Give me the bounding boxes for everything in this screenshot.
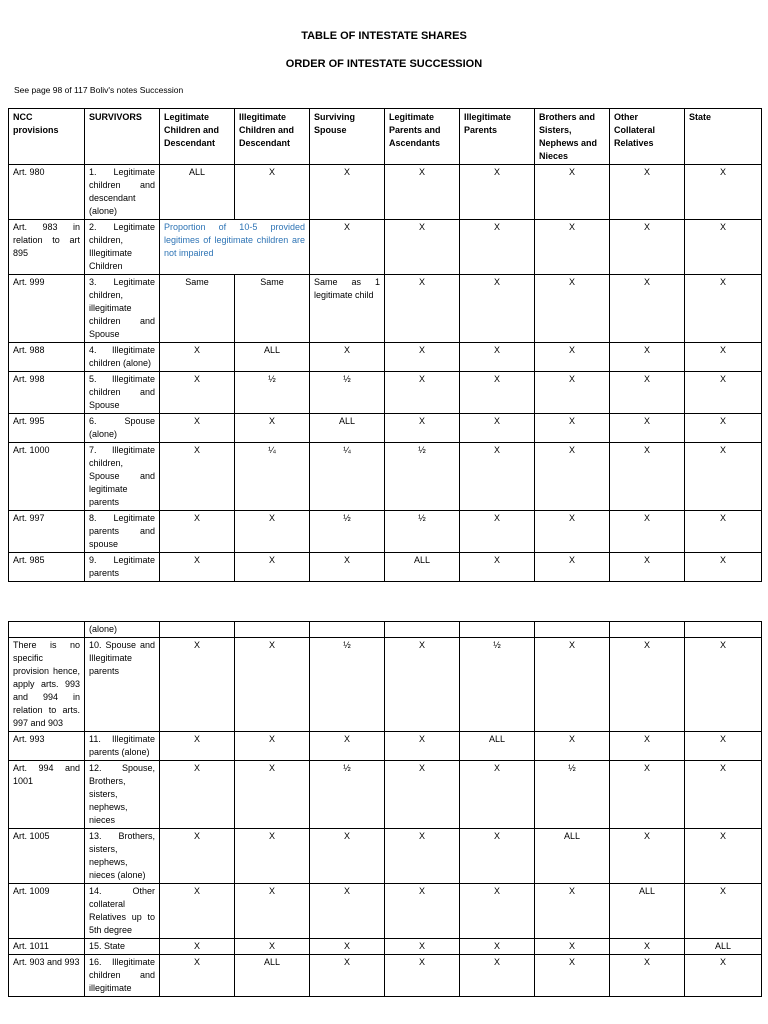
ncc-provision-cell: Art. 980 [9, 165, 85, 220]
header-cell: Other Collateral Relatives [610, 109, 685, 165]
share-cell: X [160, 939, 235, 955]
share-cell: X [535, 511, 610, 553]
table-row [9, 165, 762, 220]
share-cell: X [535, 638, 610, 732]
share-cell: ALL [610, 884, 685, 939]
share-cell: X [385, 829, 460, 884]
share-cell: X [310, 884, 385, 939]
ncc-provision-cell: Art. 995 [9, 414, 85, 443]
ncc-provision-cell: There is no specific provision hence, apply arts. 993 and 994 in relation to arts. 997 and 903 [9, 638, 85, 732]
share-cell: X [160, 638, 235, 732]
share-cell: X [610, 165, 685, 220]
survivors-cell: 15. State [85, 939, 160, 955]
share-cell: Same as 1 legitimate child [310, 275, 385, 343]
share-cell: ALL [160, 165, 235, 220]
share-cell: ½ [310, 761, 385, 829]
share-cell: X [610, 829, 685, 884]
share-cell: X [535, 414, 610, 443]
share-cell: X [535, 732, 610, 761]
share-cell: X [460, 511, 535, 553]
ncc-provision-cell: Art. 1000 [9, 443, 85, 511]
share-cell: X [310, 553, 385, 582]
share-cell [235, 622, 310, 638]
table-row [9, 553, 762, 582]
share-cell: X [160, 884, 235, 939]
share-cell: X [610, 372, 685, 414]
survivors-cell: 11. Illegitimate parents (alone) [85, 732, 160, 761]
table-row [9, 761, 762, 829]
share-cell: ALL [235, 955, 310, 997]
survivors-cell: 10. Spouse and Illegitimate parents [85, 638, 160, 732]
share-cell: X [460, 829, 535, 884]
survivors-cell: 12. Spouse, Brothers, sisters, nephews, nieces [85, 761, 160, 829]
share-cell: X [310, 955, 385, 997]
ncc-provision-cell: Art. 994 and 1001 [9, 761, 85, 829]
ncc-provision-cell: Art. 1009 [9, 884, 85, 939]
share-cell: X [460, 553, 535, 582]
share-cell: X [685, 761, 762, 829]
share-cell: X [160, 553, 235, 582]
table-row [9, 275, 762, 343]
share-cell: X [160, 372, 235, 414]
survivors-cell: (alone) [85, 622, 160, 638]
share-cell: X [160, 829, 235, 884]
share-cell: X [385, 939, 460, 955]
share-cell: X [685, 414, 762, 443]
share-cell: Same [235, 275, 310, 343]
table-row [9, 511, 762, 553]
share-cell: ½ [310, 511, 385, 553]
table-row [9, 829, 762, 884]
share-cell: X [160, 761, 235, 829]
share-cell: X [535, 343, 610, 372]
share-cell: X [385, 638, 460, 732]
share-cell: X [235, 884, 310, 939]
share-cell: X [460, 220, 535, 275]
ncc-provision-cell: Art. 988 [9, 343, 85, 372]
share-cell: X [685, 553, 762, 582]
share-cell: ALL [535, 829, 610, 884]
survivors-cell: 14. Other collateral Relatives up to 5th degree [85, 884, 160, 939]
share-cell: X [685, 275, 762, 343]
share-cell: ALL [235, 343, 310, 372]
share-cell: X [310, 165, 385, 220]
survivors-cell: 5. Illegitimate children and Spouse [85, 372, 160, 414]
share-cell: X [310, 939, 385, 955]
intestate-shares-table-continued [8, 621, 762, 997]
share-cell: X [310, 220, 385, 275]
survivors-cell: 6. Spouse (alone) [85, 414, 160, 443]
document-title: TABLE OF INTESTATE SHARES [301, 30, 467, 42]
share-cell: X [160, 343, 235, 372]
share-cell: X [610, 955, 685, 997]
share-cell: ALL [310, 414, 385, 443]
share-cell: X [610, 553, 685, 582]
share-cell: ½ [310, 372, 385, 414]
share-cell: X [535, 443, 610, 511]
share-cell: X [460, 414, 535, 443]
share-cell: X [685, 372, 762, 414]
share-cell: X [535, 275, 610, 343]
share-cell: X [535, 553, 610, 582]
table-row [9, 622, 762, 638]
share-cell: Same [160, 275, 235, 343]
share-cell [610, 622, 685, 638]
header-cell: State [685, 109, 762, 165]
share-cell: X [235, 638, 310, 732]
share-cell: X [385, 275, 460, 343]
header-cell: Illegitimate Parents [460, 109, 535, 165]
share-cell [310, 622, 385, 638]
share-cell: X [385, 761, 460, 829]
ncc-provision-cell: Art. 903 and 993 [9, 955, 85, 997]
share-cell: X [610, 761, 685, 829]
survivors-cell: 16. Illegitimate children and illegitimate [85, 955, 160, 997]
share-cell: X [385, 884, 460, 939]
share-cell: X [535, 955, 610, 997]
share-cell: X [310, 343, 385, 372]
share-cell: ½ [235, 372, 310, 414]
share-cell: X [610, 414, 685, 443]
header-cell: Surviving Spouse [310, 109, 385, 165]
header-cell: NCC provisions [9, 109, 85, 165]
share-cell: X [610, 511, 685, 553]
survivors-cell: 7. Illegitimate children, Spouse and legitimate parents [85, 443, 160, 511]
share-cell: X [235, 732, 310, 761]
header-cell: Illegitimate Children and Descendant [235, 109, 310, 165]
share-cell: X [685, 884, 762, 939]
intestate-shares-table [8, 108, 762, 582]
share-cell: X [160, 443, 235, 511]
survivors-cell: 4. Illegitimate children (alone) [85, 343, 160, 372]
table-header-row [9, 109, 762, 165]
share-cell: X [160, 414, 235, 443]
share-cell: X [310, 732, 385, 761]
ncc-provision-cell [9, 622, 85, 638]
header-cell: Legitimate Parents and Ascendants [385, 109, 460, 165]
share-cell: X [460, 939, 535, 955]
table-row [9, 955, 762, 997]
share-cell: X [610, 443, 685, 511]
share-cell [160, 622, 235, 638]
ncc-provision-cell: Art. 999 [9, 275, 85, 343]
share-cell: X [460, 761, 535, 829]
share-cell: X [385, 414, 460, 443]
share-cell [535, 622, 610, 638]
share-cell: X [610, 939, 685, 955]
share-cell: ½ [385, 511, 460, 553]
proportion-note-cell: Proportion of 10-5 provided legitimes of legitimate children are not impaired [160, 220, 310, 275]
share-cell: X [310, 829, 385, 884]
header-cell: Brothers and Sisters, Nephews and Nieces [535, 109, 610, 165]
table-row [9, 372, 762, 414]
source-note: See page 98 of 117 Boliv's notes Succession [14, 85, 184, 95]
share-cell: X [460, 884, 535, 939]
share-cell: X [160, 511, 235, 553]
share-cell: ½ [310, 638, 385, 732]
share-cell: X [610, 638, 685, 732]
share-cell: X [535, 372, 610, 414]
share-cell: X [460, 955, 535, 997]
survivors-cell: 1. Legitimate children and descendant (alone) [85, 165, 160, 220]
share-cell [385, 622, 460, 638]
share-cell: X [685, 220, 762, 275]
share-cell: X [235, 511, 310, 553]
ncc-provision-cell: Art. 993 [9, 732, 85, 761]
table-row [9, 220, 762, 275]
survivors-cell: 2. Legitimate children, Illegitimate Children [85, 220, 160, 275]
table-row [9, 939, 762, 955]
share-cell: X [385, 220, 460, 275]
share-cell: ALL [460, 732, 535, 761]
share-cell: X [160, 955, 235, 997]
share-cell: X [235, 165, 310, 220]
ncc-provision-cell: Art. 997 [9, 511, 85, 553]
ncc-provision-cell: Art. 1011 [9, 939, 85, 955]
share-cell: X [685, 511, 762, 553]
share-cell: ¼ [310, 443, 385, 511]
survivors-cell: 8. Legitimate parents and spouse [85, 511, 160, 553]
share-cell: ½ [535, 761, 610, 829]
share-cell: X [535, 884, 610, 939]
survivors-cell: 9. Legitimate parents [85, 553, 160, 582]
share-cell: X [610, 275, 685, 343]
share-cell: X [235, 939, 310, 955]
share-cell: X [385, 955, 460, 997]
header-cell: SURVIVORS [85, 109, 160, 165]
share-cell: X [685, 443, 762, 511]
share-cell: ALL [385, 553, 460, 582]
share-cell: X [610, 343, 685, 372]
share-cell: X [610, 732, 685, 761]
share-cell: X [685, 165, 762, 220]
share-cell: X [385, 732, 460, 761]
share-cell: X [685, 638, 762, 732]
share-cell: X [535, 165, 610, 220]
share-cell: X [385, 165, 460, 220]
share-cell: X [535, 939, 610, 955]
share-cell: X [160, 732, 235, 761]
share-cell: ½ [460, 638, 535, 732]
share-cell [460, 622, 535, 638]
share-cell: X [460, 165, 535, 220]
table-row [9, 732, 762, 761]
share-cell: X [460, 343, 535, 372]
share-cell: X [685, 829, 762, 884]
share-cell: X [235, 553, 310, 582]
document-subtitle: ORDER OF INTESTATE SUCCESSION [285, 58, 483, 70]
share-cell: X [685, 732, 762, 761]
share-cell: X [535, 220, 610, 275]
table-row [9, 638, 762, 732]
table-row [9, 884, 762, 939]
table-row [9, 414, 762, 443]
share-cell [685, 622, 762, 638]
table-row [9, 443, 762, 511]
share-cell: X [685, 955, 762, 997]
ncc-provision-cell: Art. 1005 [9, 829, 85, 884]
survivors-cell: 3. Legitimate children, illegitimate children and Spouse [85, 275, 160, 343]
table-row [9, 343, 762, 372]
ncc-provision-cell: Art. 985 [9, 553, 85, 582]
share-cell: ¼ [235, 443, 310, 511]
share-cell: X [460, 275, 535, 343]
share-cell: ½ [385, 443, 460, 511]
share-cell: X [385, 372, 460, 414]
share-cell: X [385, 343, 460, 372]
share-cell: X [610, 220, 685, 275]
share-cell: ALL [685, 939, 762, 955]
ncc-provision-cell: Art. 983 in relation to art 895 [9, 220, 85, 275]
survivors-cell: 13. Brothers, sisters, nephews, nieces (alone) [85, 829, 160, 884]
share-cell: X [460, 443, 535, 511]
share-cell: X [460, 372, 535, 414]
share-cell: X [685, 343, 762, 372]
share-cell: X [235, 761, 310, 829]
share-cell: X [235, 414, 310, 443]
header-cell: Legitimate Children and Descendant [160, 109, 235, 165]
ncc-provision-cell: Art. 998 [9, 372, 85, 414]
share-cell: X [235, 829, 310, 884]
